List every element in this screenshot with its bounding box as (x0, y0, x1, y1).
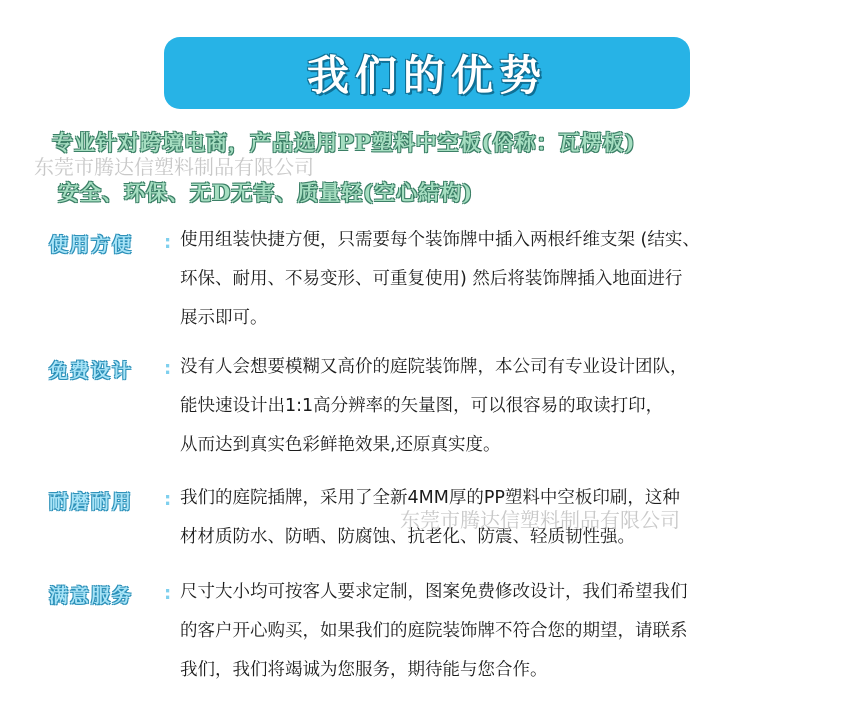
section-line: 环保、耐用、不易变形、可重复使用) 然后将装饰牌插入地面进行 (180, 269, 683, 289)
title-banner (164, 37, 690, 109)
section-line: 展示即可。 (180, 308, 268, 328)
watermark-bottom: 东莞市腾达信塑料制品有限公司 (400, 508, 680, 532)
section-line: 尺寸大小均可按客人要求定制，图案免费修改设计，我们希望我们 (180, 582, 688, 602)
section-text (180, 573, 820, 690)
section-line: 材材质防水、防晒、防腐蚀、抗老化、防震、轻质韧性强。 (180, 527, 635, 547)
section-line: 的客户开心购买，如果我们的庭院装饰牌不符合您的期望，请联系 (180, 621, 688, 641)
section-label: 使用方便 (49, 234, 134, 256)
section-label: 耐磨耐用 (49, 491, 134, 513)
section-line: 没有人会想要模糊又高价的庭院装饰牌，本公司有专业设计团队， (180, 357, 688, 377)
highlight-line-2: 安全、环保、无D无害、质量轻(空心結构) (58, 180, 474, 205)
section-line: 能快速设计出1:1高分辨率的矢量图，可以很容易的取读打印， (180, 396, 664, 416)
section-colon: : (164, 489, 172, 510)
section-line: 我们的庭院插牌，采用了全新4MM厚的PP塑料中空板印刷，这种 (180, 488, 680, 508)
highlight-line-1: 专业针对跨境电商，产品选用PP塑料中空板(俗称：瓦楞板) (52, 130, 636, 155)
section-colon: : (164, 232, 172, 253)
section-label: 满意服务 (49, 585, 134, 607)
banner-title: 我们的优势 (306, 51, 547, 100)
section-line: 我们，我们将竭诚为您服务，期待能与您合作。 (180, 660, 548, 680)
section-label: 免费设计 (49, 360, 134, 382)
section-colon: : (164, 358, 172, 379)
section-line: 从而达到真实色彩鲜艳效果,还原真实度。 (180, 435, 501, 455)
section-line: 使用组装快捷方便，只需要每个装饰牌中插入两根纤维支架 (结实、 (180, 230, 700, 250)
section-text (180, 221, 820, 338)
section-colon: : (164, 583, 172, 604)
section-text (180, 348, 820, 465)
watermark-top: 东莞市腾达信塑料制品有限公司 (34, 155, 314, 179)
